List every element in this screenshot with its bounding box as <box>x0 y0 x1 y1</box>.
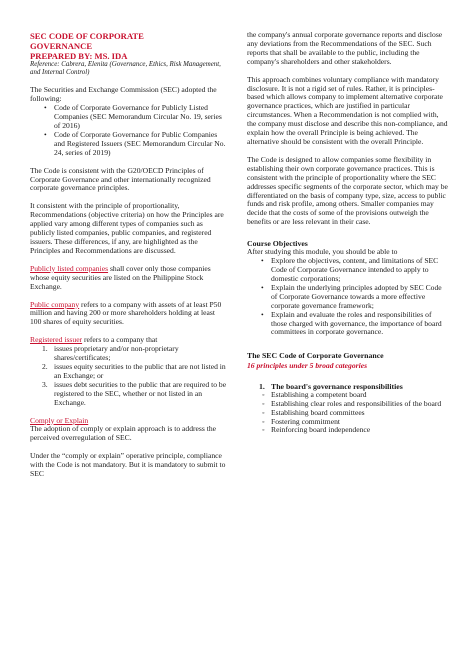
left-column <box>30 31 228 479</box>
list-item: ◦ Establishing board committees <box>247 409 449 418</box>
term-public-company: Public company <box>30 299 80 309</box>
adopted-codes-list <box>30 104 228 157</box>
paragraph-voluntary-compliance: This approach combines voluntary compliance with mandatory disclosure. It is not a rigid set of rules. Rather, it is principles-based which allows company to implement alternative corporate governance practices, which are justified in particular circumstances. When a Recommendation is not complied with, the company must disclose and describe this non-compliance, and explain how the overall Principle is being achieved. The alternative should be consistent with the overall Principle. <box>247 74 448 146</box>
definition-public-company <box>30 301 228 328</box>
term-registered-issuer: Registered issuer <box>30 335 83 345</box>
item-number: 2. <box>42 361 48 371</box>
definition-plc <box>30 265 228 292</box>
term-plc: Publicly listed companies <box>30 263 109 273</box>
item-text: issues debt securities to the public that are required to be registered to the SEC, whether or not listed in an Exchange. <box>54 379 227 407</box>
definition-public-company-text: refers to a company with assets of at least P50 million and having 200 or more shareholders holding at least 100 shares of equity securities. <box>30 299 222 327</box>
paragraph-oecd: The Code is consistent with the G20/OECD Principles of Corporate Governance and other internationally recognized corporate governance principles. <box>30 165 211 193</box>
paragraph-proportionality: It consistent with the principle of proportionality, Recommendations (objective criteria) on how the Principles are applied vary among different types of companies such as publicly listed companies, public companies, and registered issuers. These differences, if any, are highlighted as the Principles and Recommendations are discussed. <box>30 201 224 255</box>
registered-issuer-list <box>30 345 228 407</box>
document-title-line1: SEC CODE OF CORPORATE <box>30 31 144 41</box>
comply-paragraph-1: The adoption of comply or explain approach is to address the perceived overregulation of SEC. <box>30 424 216 443</box>
sec-code-subheading: 16 principles under 5 broad categories <box>247 360 368 370</box>
list-item: • Explain and evaluate the roles and responsibilities of those charged with governance, the importance of board committees in corporate governance. <box>247 311 449 338</box>
list-item: • Code of Corporate Governance for Publicly Listed Companies (SEC Memorandum Circular No. 19, series of 2016) <box>30 104 228 131</box>
item-text: issues equity securities to the public that are not listed in an Exchange; or <box>54 361 226 380</box>
right-column <box>247 31 449 435</box>
list-item: • Explain the underlying principles adopted by SEC Code of Corporate Governance towards a more effective corporate governance framework; <box>247 284 449 311</box>
item-number: 3. <box>42 379 48 389</box>
item-text: issues proprietary and/or non-proprietary shares/certificates; <box>54 344 179 363</box>
definition-plc-text: shall cover only those companies whose equity securities are listed on the Philippine Stock Exchange. <box>30 263 211 291</box>
heading-text: The board's governance responsibilities <box>271 381 403 391</box>
list-item <box>30 363 228 381</box>
course-objectives-list <box>247 257 449 337</box>
list-item: ◦ Establishing a competent board <box>247 391 449 400</box>
course-objectives-heading: Course Objectives <box>247 239 308 249</box>
prepared-by: PREPARED BY: MS. IDA <box>30 51 128 61</box>
sec-intro: The Securities and Exchange Commission (SEC) adopted the following: <box>30 85 217 104</box>
list-item: ◦ Establishing clear roles and responsibilities of the board <box>247 400 449 409</box>
board-responsibilities-list <box>247 391 449 436</box>
paragraph-continued: the company's annual corporate governance reports and disclose any deviations from the Recommendations of the SEC. Such reports that shall be available to the public, including the company's shareholders and other stakeholders. <box>247 30 443 66</box>
comply-or-explain-heading: Comply or Explain <box>30 415 89 425</box>
list-item: • Code of Corporate Governance for Public Companies and Registered Issuers (SEC Memorandum Circular No. 24, series of 2019) <box>30 131 228 158</box>
comply-paragraph-2: Under the “comply or explain” operative principle, compliance with the Code is not mandatory. But it is mandatory to submit to SEC <box>30 451 226 479</box>
paragraph-flexibility: The Code is designed to allow companies some flexibility in establishing their own corporate governance practices. This is consistent with the principle of proportionality where the SEC addresses specific segments of the corporate sector, which may be differentiated on the basis of company type, size, access to public funds and risk profile, among others. Smaller companies may decide that the costs of some of the provisions outweigh the benefits or are less relevant in their case. <box>247 154 448 227</box>
list-item: ◦ Reinforcing board independence <box>247 426 449 435</box>
item-number: 1. <box>42 344 48 354</box>
definition-registered-issuer-text: refers to a company that <box>82 335 158 345</box>
course-objectives-intro: After studying this module, you should be able to <box>247 247 398 257</box>
document-title-line2: GOVERNANCE <box>30 41 93 51</box>
reference-note: Reference: Cabrera, Elenita (Governance, Ethics, Risk Management, and Internal Control) <box>30 61 221 77</box>
list-item: ◦ Fostering commitment <box>247 418 449 427</box>
sec-code-heading: The SEC Code of Corporate Governance <box>247 351 384 361</box>
list-item <box>30 381 228 408</box>
list-item: • Explore the objectives, content, and limitations of SEC Code of Corporate Governance intended to apply to domestic corporations; <box>247 257 449 284</box>
list-item <box>30 345 228 363</box>
item-number: 1. <box>259 381 265 391</box>
